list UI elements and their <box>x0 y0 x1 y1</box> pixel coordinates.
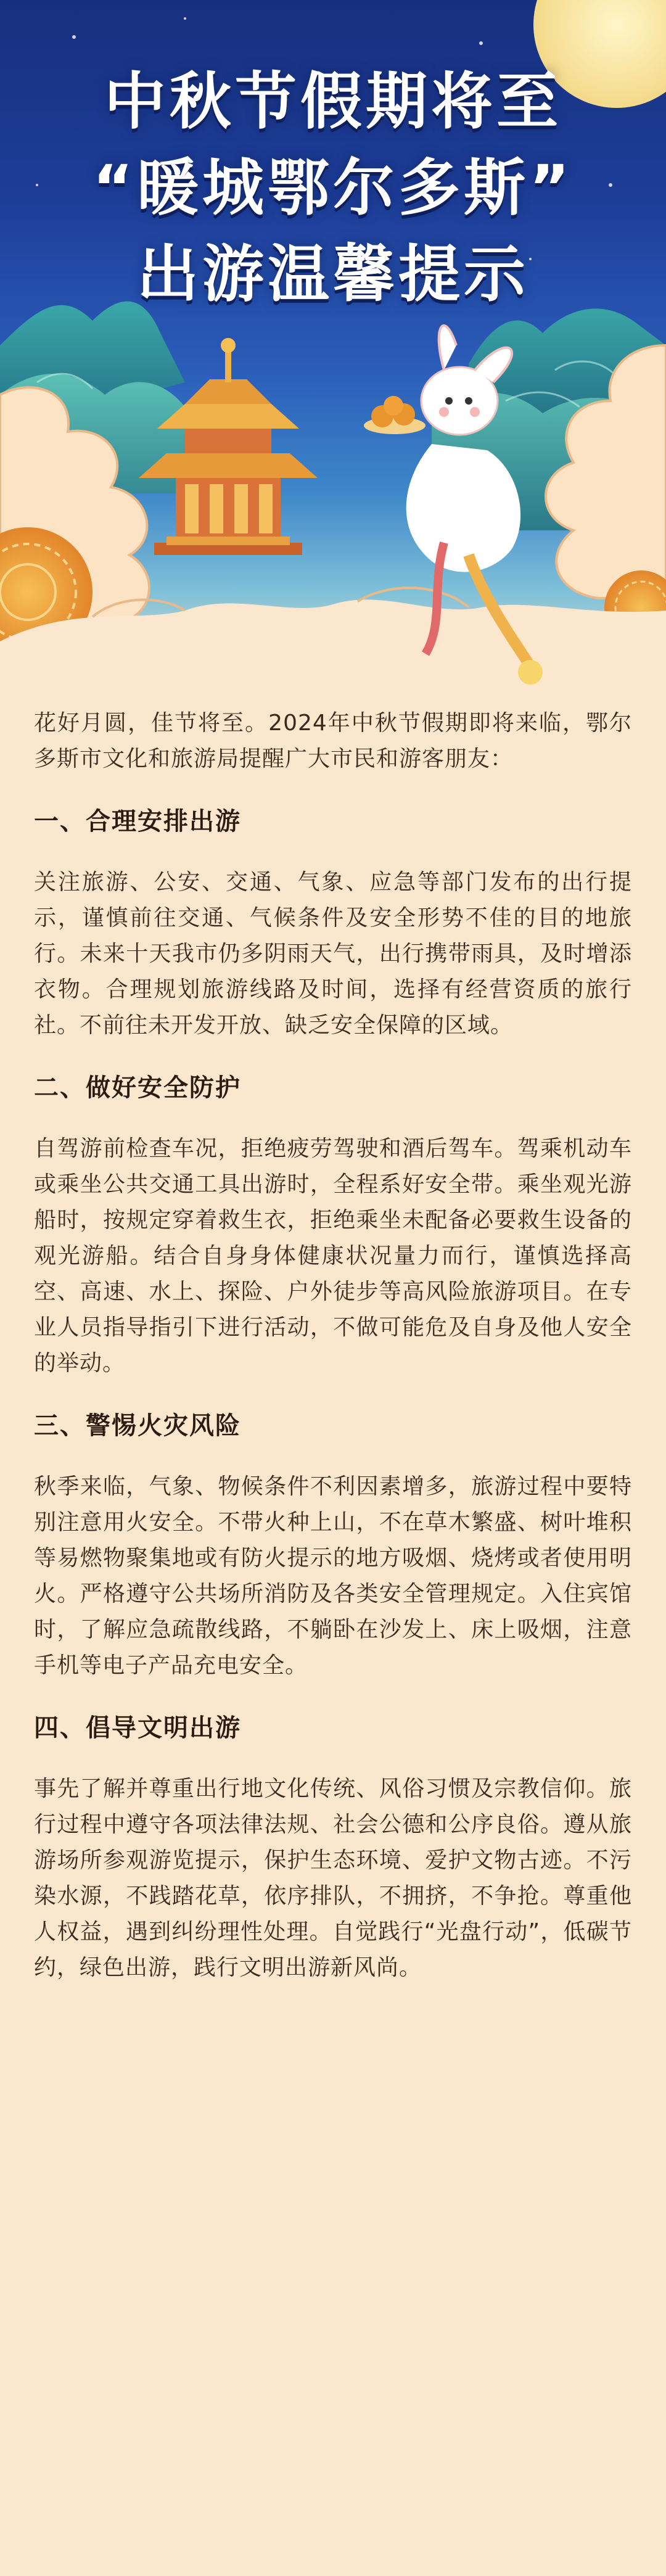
title-line-1: 中秋节假期将至 <box>104 65 562 138</box>
section-heading-3: 三、警惕火灾风险 <box>34 1412 241 1440</box>
article-body <box>34 703 632 1986</box>
hero-banner <box>0 0 666 703</box>
title-line-3: 出游温馨提示 <box>137 238 529 310</box>
section-heading-4: 四、倡导文明出游 <box>34 1714 241 1742</box>
section-heading-1: 一、合理安排出游 <box>34 807 241 836</box>
section-body-3: 秋季来临，气象、物候条件不利因素增多，旅游过程中要特别注意用火安全。不带火种上山，不在草木繁盛、树叶堆积等易燃物聚集地或有防火提示的地方吸烟、烧烤或者使用明火。严格遵守公共场所消防及各类安全管理规定。入住宾馆时，了解应急疏散线路，不躺卧在沙发上、床上吸烟，注意手机等电子产品充电安全。 <box>34 1474 632 1678</box>
title-line-2: “暖城鄂尔多斯” <box>92 152 574 224</box>
page-title <box>0 59 666 318</box>
section-body-1: 关注旅游、公安、交通、气象、应急等部门发布的出行提示，谨慎前往交通、气候条件及安全形势不佳的目的地旅行。未来十天我市仍多阴雨天气，出行携带雨具，及时增添衣物。合理规划旅游线路及时间，选择有经营资质的旅行社。不前往未开发开放、缺乏安全保障的区域。 <box>34 870 632 1038</box>
intro-paragraph: 花好月圆，佳节将至。2024年中秋节假期即将来临，鄂尔多斯市文化和旅游局提醒广大市民和游客朋友： <box>34 710 632 772</box>
section-heading-2: 二、做好安全防护 <box>34 1074 241 1102</box>
section-body-2: 自驾游前检查车况，拒绝疲劳驾驶和酒后驾车。驾乘机动车或乘坐公共交通工具出游时，全程系好安全带。乘坐观光游船时，按规定穿着救生衣，拒绝乘坐未配备必要救生设备的观光游船。结合自身身体健康状况量力而行，谨慎选择高空、高速、水上、探险、户外徒步等高风险旅游项目。在专业人员指导指引下进行活动，不做可能危及自身及他人安全的举动。 <box>34 1136 632 1376</box>
section-body-4: 事先了解并尊重出行地文化传统、风俗习惯及宗教信仰。旅行过程中遵守各项法律法规、社会公德和公序良俗。遵从旅游场所参观游览提示，保护生态环境、爱护文物古迹。不污染水源，不践踏花草，依序排队，不拥挤，不争抢。尊重他人权益，遇到纠纷理性处理。自觉践行“光盘行动”，低碳节约，绿色出游，践行文明出游新风尚。 <box>34 1776 632 1980</box>
